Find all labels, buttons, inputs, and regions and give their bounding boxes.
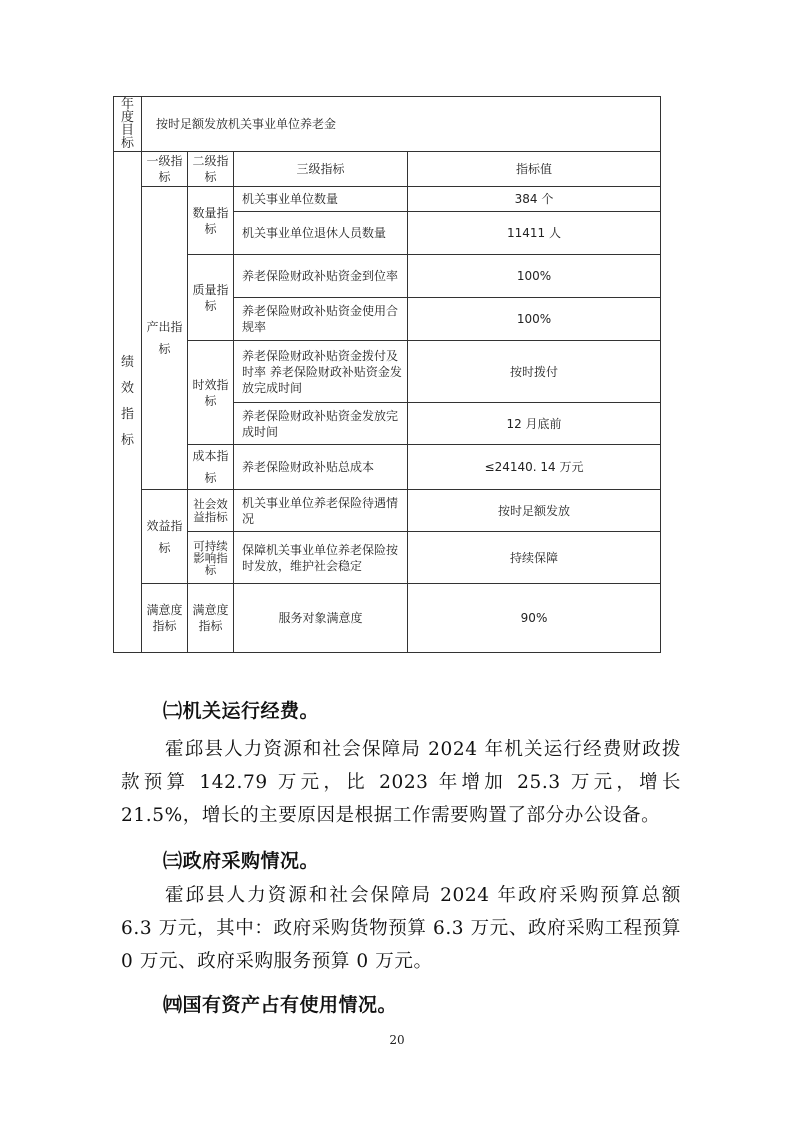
value-cell: 11411 人: [408, 212, 661, 255]
indicator-cell: 机关事业单位养老保险待遇情况: [234, 490, 408, 532]
indicator-cell: 养老保险财政补贴资金拨付及时率 养老保险财政补贴资金发放完成时间: [234, 341, 408, 403]
indicator-cell: 养老保险财政补贴总成本: [234, 445, 408, 490]
indicator-cell: 服务对象满意度: [234, 584, 408, 653]
value-cell: 持续保障: [408, 532, 661, 584]
value-cell: 90%: [408, 584, 661, 653]
value-cell: 12 月底前: [408, 403, 661, 445]
section-text-procurement: 霍邱县人力资源和社会保障局 2024 年政府采购预算总额 6.3 万元，其中：政府采购货物预算 6.3 万元、政府采购工程预算 0 万元、政府采购服务预算 0 万元。: [121, 885, 681, 972]
section-heading-state-assets: ㈣国有资产占有使用情况。: [163, 994, 398, 1016]
header-level2: 二级指标: [188, 152, 234, 187]
value-cell: 按时拨付: [408, 341, 661, 403]
indicator-cell: 养老保险财政补贴资金使用合规率: [234, 298, 408, 341]
section-heading-procurement: ㈢政府采购情况。: [163, 850, 320, 872]
value-cell: 按时足额发放: [408, 490, 661, 532]
indicator-cell: 机关事业单位退休人员数量: [234, 212, 408, 255]
satisfaction-l2-label: 满意度指标: [188, 584, 234, 653]
cost-label: 成本指标: [188, 445, 234, 490]
performance-table: [113, 96, 661, 653]
quantity-label: 数量指标: [188, 187, 234, 255]
indicator-cell: 机关事业单位数量: [234, 187, 408, 212]
header-level3: 三级指标: [234, 152, 408, 187]
sustain-label: 可持续影响指标: [188, 532, 234, 584]
indicator-cell: 养老保险财政补贴资金到位率: [234, 255, 408, 298]
satisfaction-l1-label: 满意度指标: [142, 584, 188, 653]
perf-label: 绩效指标: [114, 152, 142, 653]
output-label: 产出指标: [142, 187, 188, 490]
quality-label: 质量指标: [188, 255, 234, 341]
header-level1: 一级指标: [142, 152, 188, 187]
section-heading-operating-funds: ㈡机关运行经费。: [163, 700, 320, 722]
year-goal-text: 按时足额发放机关事业单位养老金: [142, 97, 661, 152]
year-goal-label: 年度目标: [114, 97, 142, 152]
value-cell: 100%: [408, 255, 661, 298]
indicator-cell: 养老保险财政补贴资金发放完成时间: [234, 403, 408, 445]
value-cell: 100%: [408, 298, 661, 341]
indicator-cell: 保障机关事业单位养老保险按时发放，维护社会稳定: [234, 532, 408, 584]
section-text-operating-funds: 霍邱县人力资源和社会保障局 2024 年机关运行经费财政拨款预算 142.79 万元，比 2023 年增加 25.3 万元，增长 21.5%，增长的主要原因是根据工作需要购置了部分办公设备。: [121, 739, 681, 826]
social-benefit-label: 社会效益指标: [188, 490, 234, 532]
value-cell: 384 个: [408, 187, 661, 212]
benefit-label: 效益指标: [142, 490, 188, 584]
header-value: 指标值: [408, 152, 661, 187]
value-cell: ≤24140. 14 万元: [408, 445, 661, 490]
page-number: 20: [389, 1033, 405, 1047]
timeliness-label: 时效指标: [188, 341, 234, 445]
